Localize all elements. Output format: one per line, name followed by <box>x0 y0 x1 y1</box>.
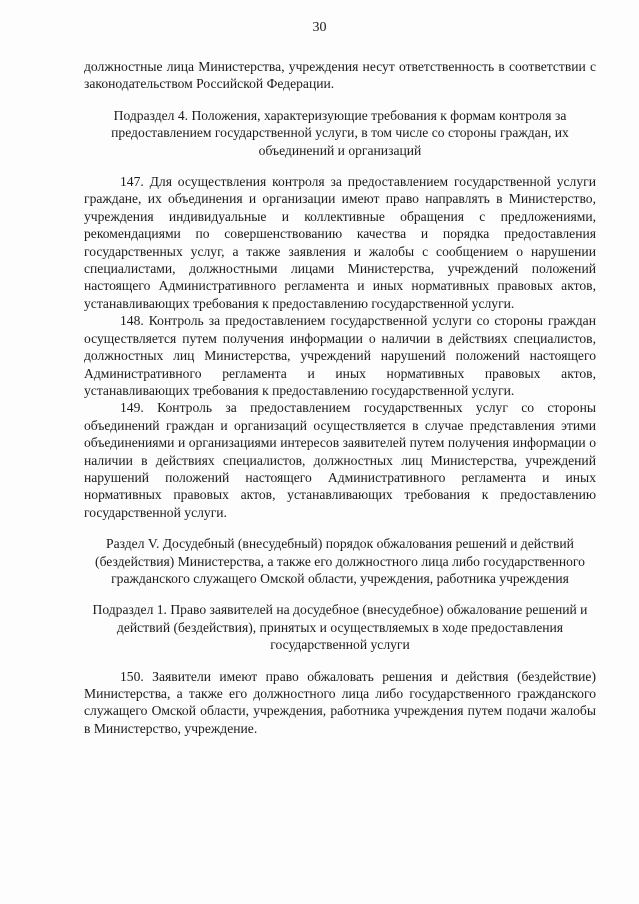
paragraph-150: 150. Заявители имеют право обжаловать решения и действия (бездействие) Министерства, а также его должностного лица либо государственного гражданского служащего Омской области, учреждения, работника учреждения путем подачи жалобы в Министерство, учреждение. <box>84 668 596 736</box>
continuation-paragraph: должностные лица Министерства, учреждения несут ответственность в соответствии с законодательством Российской Федерации. <box>84 59 596 92</box>
paragraph-149: 149. Контроль за предоставлением государственных услуг со стороны объединений граждан и организаций осуществляется в случае представления этими объединениями и организациями интересов заявителей путем получения информации о наличии в действиях специалистов, должностных лиц Министерства, учреждений нарушений положений настоящего Административного регламента и иных нормативных правовых актов, устанавливающих требования к предоставлению государственной услуги. <box>84 400 596 520</box>
paragraph-147: 147. Для осуществления контроля за предоставлением государственной услуги граждане, их объединения и организации имеют право направлять в Министерство, учреждения индивидуальные и коллективные обращения с предложениями, рекомендациями по совершенствованию качества и порядка предоставления государственных услуг, а также заявления и жалобы с сообщением о нарушении специалистами, должностными лицами Министерства, учреждений положений настоящего Административного регламента и иных нормативных правовых актов, устанавливающих требования к предоставлению государственной услуги. <box>84 174 596 311</box>
document-body <box>84 58 596 737</box>
subsection-4-heading: Подраздел 4. Положения, характеризующие требования к формам контроля за предоставлением государственной услуги, в том числе со стороны граждан, их объединений и организаций <box>111 107 569 158</box>
paragraph-148: 148. Контроль за предоставлением государственной услуги со стороны граждан осуществляется путем получения информации о наличии в действиях специалистов, должностных лиц Министерства, учреждений нарушений положений настоящего Административного регламента и иных нормативных правовых актов, устанавливающих требования к предоставлению государственной услуги. <box>84 313 596 398</box>
page-number: 30 <box>312 20 327 35</box>
section-5-heading: Раздел V. Досудебный (внесудебный) порядок обжалования решений и действий (бездействия) Министерства, а также его должностного лица либо государственного гражданского служащего Омской области, учреждения, работника учреждения <box>95 536 585 586</box>
subsection-1-heading: Подраздел 1. Право заявителей на досудебное (внесудебное) обжалование решений и действий (бездействия), принятых и осуществляемых в ходе предоставления государственной услуги <box>92 602 588 653</box>
